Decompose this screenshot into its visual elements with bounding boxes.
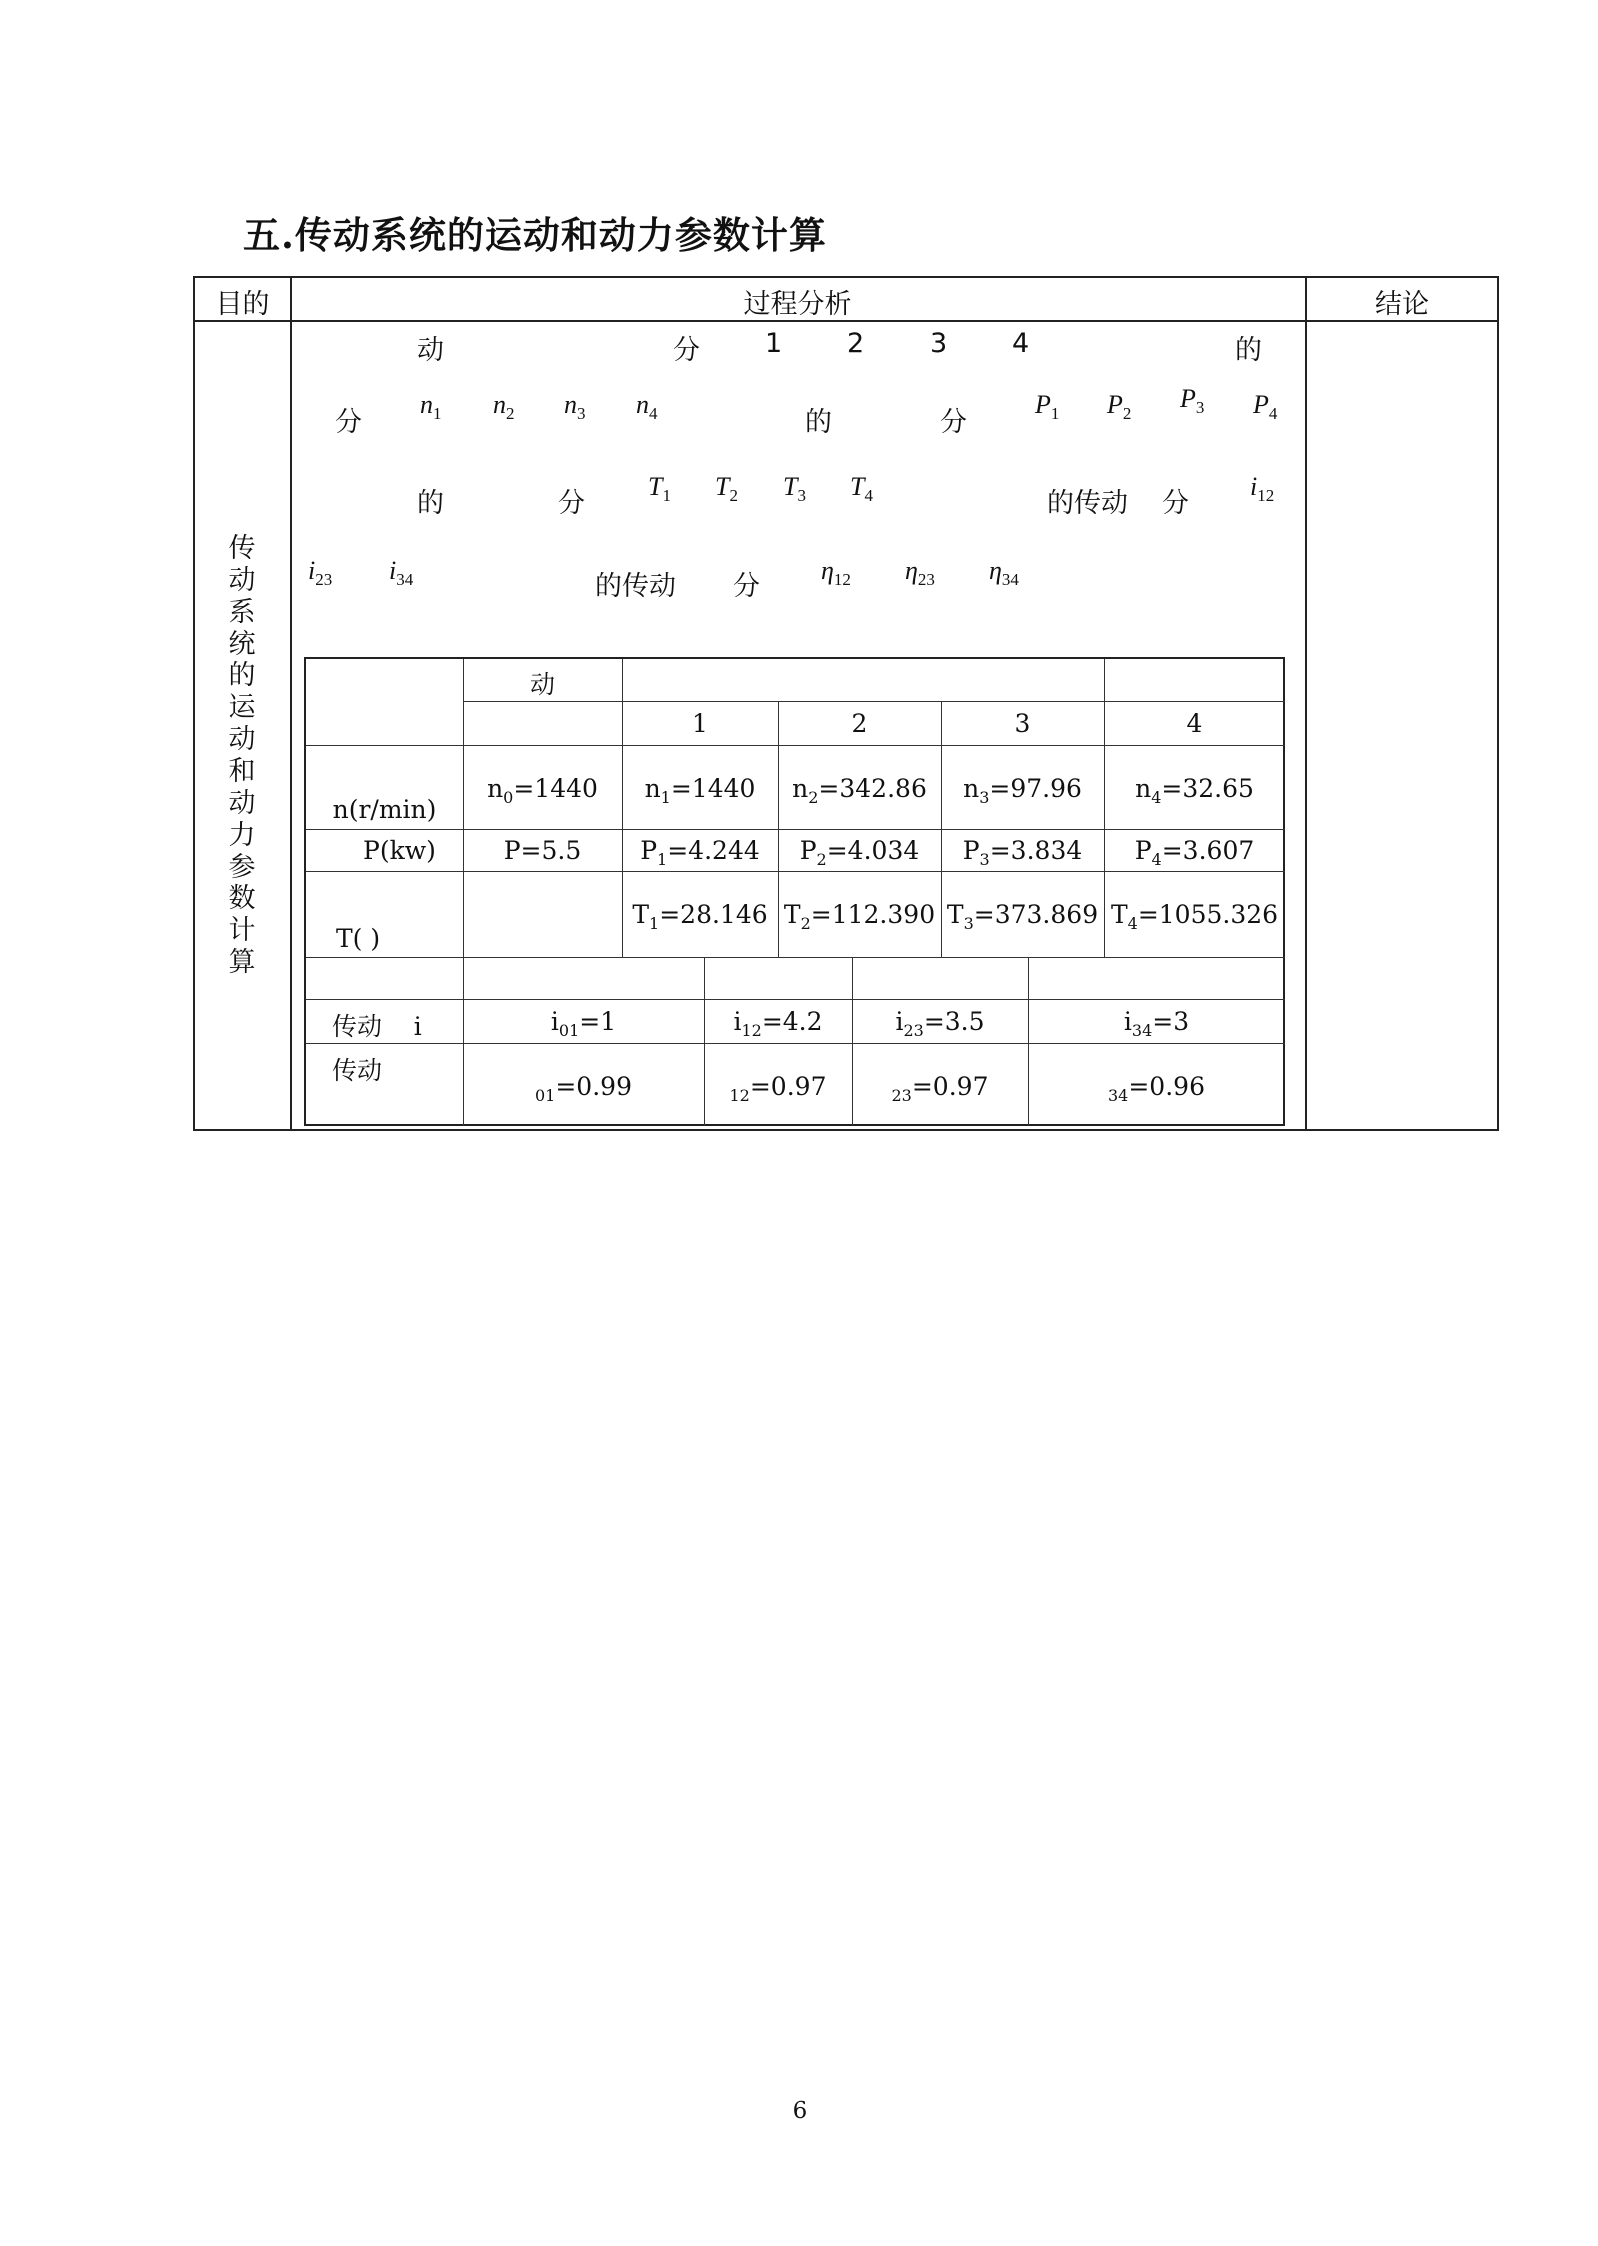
torque-symbol: $T_1$ bbox=[648, 472, 671, 506]
torque-symbol: $T_4$ bbox=[850, 472, 873, 506]
analysis-fragment: 分 bbox=[940, 407, 967, 438]
power-symbol: $P_2$ bbox=[1107, 390, 1132, 424]
efficiency-symbol: $\eta_{34}$ bbox=[989, 556, 1019, 590]
shaft-column-header: 1 bbox=[692, 709, 708, 738]
speed-value: $n_4=32.65$ bbox=[1135, 774, 1254, 807]
power-value: P=5.5 bbox=[503, 836, 582, 865]
torque-symbol: $T_2$ bbox=[715, 472, 738, 506]
ratio-symbol: $i_{23}$ bbox=[308, 556, 333, 590]
efficiency-value: $_{01}$=0.99 bbox=[535, 1072, 632, 1105]
shaft-column-header: 2 bbox=[851, 709, 868, 738]
ratio-symbol: $i_{34}$ bbox=[389, 556, 414, 590]
ratio-value: $i_{01}=1$ bbox=[550, 1007, 617, 1040]
speed-row-label: n(r/min) bbox=[332, 795, 437, 824]
torque-value: $T_2=112.390$ bbox=[783, 900, 936, 933]
power-symbol: $P_3$ bbox=[1180, 384, 1205, 418]
speed-symbol: $n_4$ bbox=[636, 390, 658, 424]
torque-symbol: $T_3$ bbox=[783, 472, 806, 506]
speed-value: $n_2=342.86$ bbox=[792, 774, 927, 807]
power-row-label: P(kw) bbox=[363, 836, 436, 865]
power-symbol: $P_4$ bbox=[1253, 390, 1278, 424]
header-conclusion: 结论 bbox=[1375, 289, 1429, 320]
analysis-fragment: 分 bbox=[733, 571, 760, 602]
power-value: $P_3=3.834$ bbox=[962, 836, 1083, 869]
purpose-vertical-label: 传动系统的运动和动力参数计算 bbox=[228, 533, 256, 979]
efficiency-value: $_{34}$=0.96 bbox=[1108, 1072, 1205, 1105]
speed-value: $n_3=97.96$ bbox=[963, 774, 1082, 807]
ratio-value: $i_{23}=3.5$ bbox=[895, 1007, 985, 1040]
ratio-value: $i_{12}=4.2$ bbox=[733, 1007, 823, 1040]
page-number: 6 bbox=[792, 2098, 808, 2124]
analysis-fragment: 分 bbox=[558, 488, 585, 519]
power-value: $P_4=3.607$ bbox=[1134, 836, 1255, 869]
power-value: $P_2=4.034$ bbox=[799, 836, 920, 869]
power-symbol: $P_1$ bbox=[1035, 390, 1060, 424]
analysis-fragment: 分 bbox=[1162, 488, 1189, 519]
efficiency-row-label: 传动 bbox=[332, 1056, 383, 1085]
speed-value: $n_0=1440$ bbox=[487, 774, 598, 807]
ratio-symbol: $i_{12}$ bbox=[1250, 472, 1275, 506]
ratio-row-label: 传动 i bbox=[332, 1012, 422, 1041]
column-divider-1 bbox=[290, 278, 292, 1129]
efficiency-symbol: $\eta_{12}$ bbox=[821, 556, 851, 590]
shaft-number: 3 bbox=[930, 328, 948, 359]
shaft-number: 4 bbox=[1012, 328, 1030, 359]
main-table bbox=[193, 276, 1499, 1131]
torque-value: $T_1=28.146$ bbox=[632, 900, 768, 933]
analysis-fragment: 分 bbox=[335, 407, 362, 438]
column-divider-2 bbox=[1305, 278, 1307, 1129]
motor-label: 动 bbox=[529, 670, 555, 699]
section-title: 五.传动系统的运动和动力参数计算 bbox=[243, 213, 827, 257]
analysis-fragment: 的 bbox=[417, 488, 444, 519]
analysis-fragment: 的 bbox=[1235, 335, 1262, 366]
torque-row-label: T( ) bbox=[336, 924, 381, 953]
torque-value: $T_3=373.869$ bbox=[946, 900, 1099, 933]
shaft-column-header: 3 bbox=[1014, 709, 1031, 738]
parameter-table bbox=[304, 657, 1285, 1126]
speed-symbol: $n_3$ bbox=[564, 390, 586, 424]
analysis-fragment: 的传动 bbox=[595, 571, 676, 602]
header-purpose: 目的 bbox=[215, 289, 270, 320]
ratio-value: $i_{34}=3$ bbox=[1123, 1007, 1190, 1040]
speed-symbol: $n_1$ bbox=[420, 390, 442, 424]
analysis-fragment: 的传动 bbox=[1047, 488, 1128, 519]
power-value: $P_1=4.244$ bbox=[640, 836, 760, 869]
analysis-fragment: 分 bbox=[673, 335, 700, 366]
shaft-number: 2 bbox=[847, 328, 865, 359]
analysis-fragment: 的 bbox=[805, 407, 832, 438]
torque-value: $T_4=1055.326$ bbox=[1110, 900, 1279, 933]
analysis-fragment: 动 bbox=[417, 335, 444, 366]
shaft-number: 1 bbox=[765, 328, 783, 359]
efficiency-value: $_{23}$=0.97 bbox=[891, 1072, 989, 1105]
shaft-column-header: 4 bbox=[1186, 709, 1203, 738]
speed-symbol: $n_2$ bbox=[493, 390, 515, 424]
efficiency-symbol: $\eta_{23}$ bbox=[905, 556, 935, 590]
speed-value: $n_1=1440$ bbox=[644, 774, 756, 807]
efficiency-value: $_{12}$=0.97 bbox=[729, 1072, 827, 1105]
header-process: 过程分析 bbox=[743, 289, 852, 320]
